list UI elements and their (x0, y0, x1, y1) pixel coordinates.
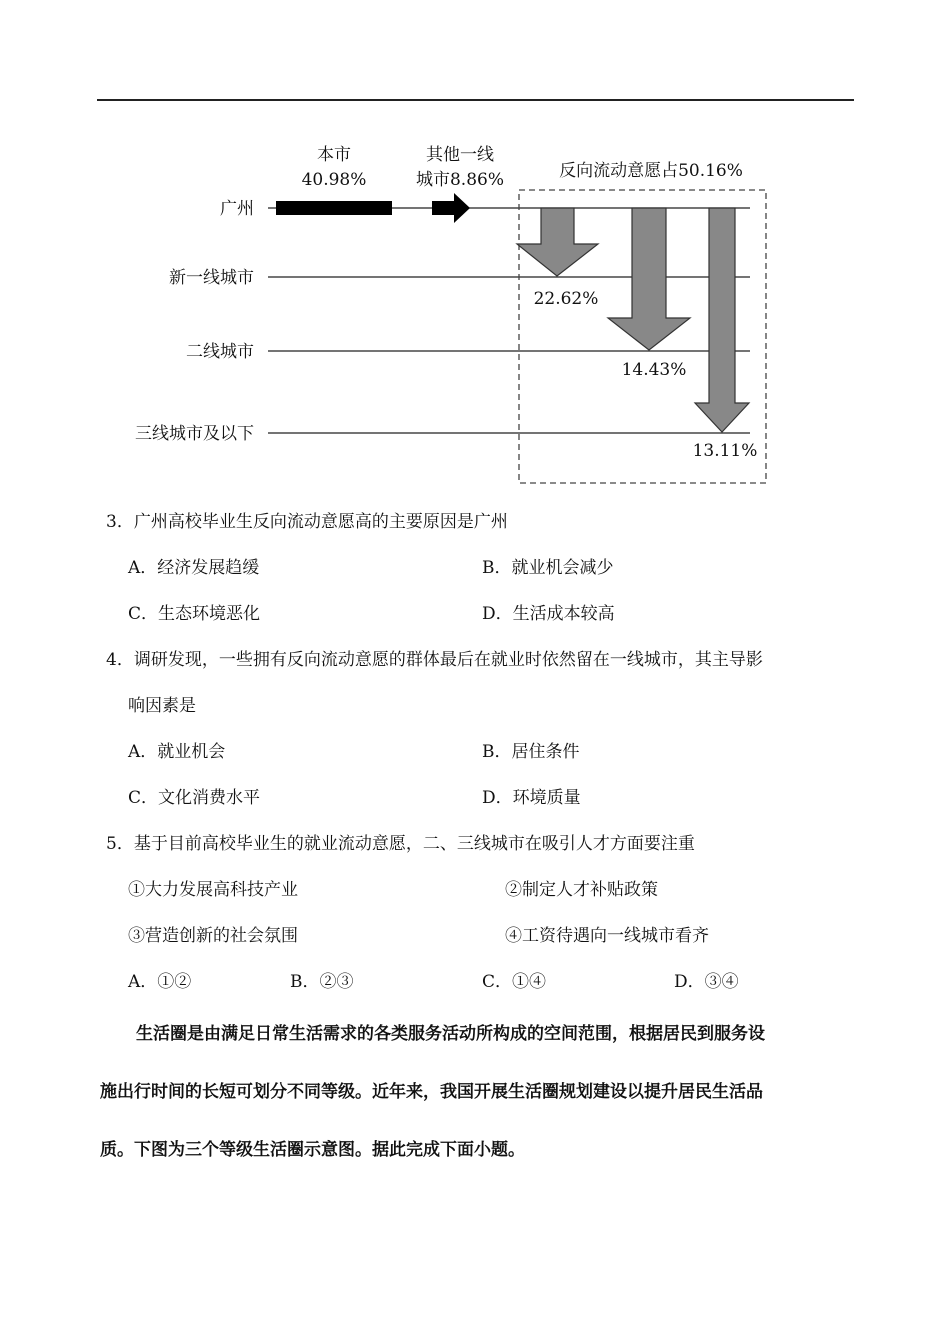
option-key: A． (128, 558, 158, 578)
q3-option-a[interactable] (128, 556, 259, 580)
q5-option-a[interactable] (128, 970, 191, 994)
local-label-line2: 40.98% (301, 170, 367, 190)
q3-option-b[interactable] (482, 556, 614, 580)
question-number: 4． (106, 650, 134, 670)
q3-option-c[interactable] (128, 602, 260, 626)
option-text: 生态环境恶化 (158, 604, 261, 624)
question-5-stem (106, 832, 695, 856)
arrow-new-first-tier (517, 208, 598, 276)
flow-diagram (0, 0, 950, 500)
q5-statement-1: ①大力发展高科技产业 (128, 880, 298, 900)
q5-statement-2: ②制定人才补贴政策 (505, 880, 658, 900)
option-text: 就业机会减少 (511, 558, 614, 578)
q5-option-b[interactable] (290, 970, 354, 994)
q5-option-d[interactable] (674, 970, 739, 994)
q4-option-d[interactable] (482, 786, 581, 810)
arrow-third-tier (695, 208, 749, 432)
share-third-tier: 13.11% (692, 441, 758, 461)
option-key: C． (128, 788, 159, 808)
q5-statement-4: ④工资待遇向一线城市看齐 (505, 926, 709, 946)
option-key: C． (482, 972, 513, 992)
option-text: 生活成本较高 (512, 604, 615, 624)
other-first-tier-label-line2: 城市8.86% (415, 170, 505, 190)
row-label-new-first-tier: 新一线城市 (169, 268, 254, 288)
row-label-second-tier: 二线城市 (186, 342, 254, 362)
question-text: 广州高校毕业生反向流动意愿高的主要原因是广州 (133, 512, 508, 532)
option-key: D． (482, 788, 513, 808)
option-key: D． (482, 604, 513, 624)
q4-option-b[interactable] (482, 740, 580, 764)
option-key: C． (128, 604, 159, 624)
option-text: 就业机会 (157, 742, 226, 762)
option-text: 经济发展趋缓 (157, 558, 260, 578)
option-text: ②③ (319, 972, 354, 992)
option-text: ③④ (704, 972, 739, 992)
question-text: 基于目前高校毕业生的就业流动意愿，二、三线城市在吸引人才方面要注重 (133, 834, 695, 854)
option-text: 文化消费水平 (158, 788, 261, 808)
other-first-tier-label-line1: 其他一线 (426, 145, 494, 165)
question-4-stem-cont: 响因素是 (128, 696, 196, 716)
q4-option-a[interactable] (128, 740, 225, 764)
option-key: D． (674, 972, 705, 992)
q3-option-d[interactable] (482, 602, 615, 626)
option-key: A． (128, 972, 158, 992)
share-second-tier: 14.43% (621, 360, 687, 380)
reverse-flow-title: 反向流动意愿占50.16% (559, 161, 743, 181)
option-text: ①② (157, 972, 192, 992)
question-3-stem (106, 510, 508, 534)
question-number: 5． (106, 834, 134, 854)
option-text: 居住条件 (511, 742, 580, 762)
passage-line-3: 质。下图为三个等级生活圈示意图。据此完成下面小题。 (100, 1140, 525, 1160)
option-key: A． (128, 742, 158, 762)
arrow-second-tier (608, 208, 690, 350)
question-text: 调研发现，一些拥有反向流动意愿的群体最后在就业时依然留在一线城市，其主导影 (133, 650, 763, 670)
q5-option-c[interactable] (482, 970, 546, 994)
passage-line-1: 生活圈是由满足日常生活需求的各类服务活动所构成的空间范围，根据居民到服务设 (136, 1024, 765, 1044)
row-label-guangzhou: 广州 (220, 199, 254, 219)
q5-statement-3: ③营造创新的社会氛围 (128, 926, 298, 946)
other-first-tier-arrow (432, 193, 470, 223)
option-key: B． (290, 972, 320, 992)
option-text: ①④ (512, 972, 547, 992)
row-label-third-tier: 三线城市及以下 (135, 424, 254, 444)
option-key: B． (482, 742, 512, 762)
question-number: 3． (106, 512, 134, 532)
share-new-first-tier: 22.62% (533, 289, 599, 309)
option-key: B． (482, 558, 512, 578)
q4-option-c[interactable] (128, 786, 260, 810)
option-text: 环境质量 (512, 788, 581, 808)
question-4-stem (106, 648, 763, 672)
passage-line-2: 施出行时间的长短可划分不同等级。近年来，我国开展生活圈规划建设以提升居民生活品 (100, 1082, 763, 1102)
local-label-line1: 本市 (317, 145, 351, 165)
local-bar (276, 201, 392, 215)
